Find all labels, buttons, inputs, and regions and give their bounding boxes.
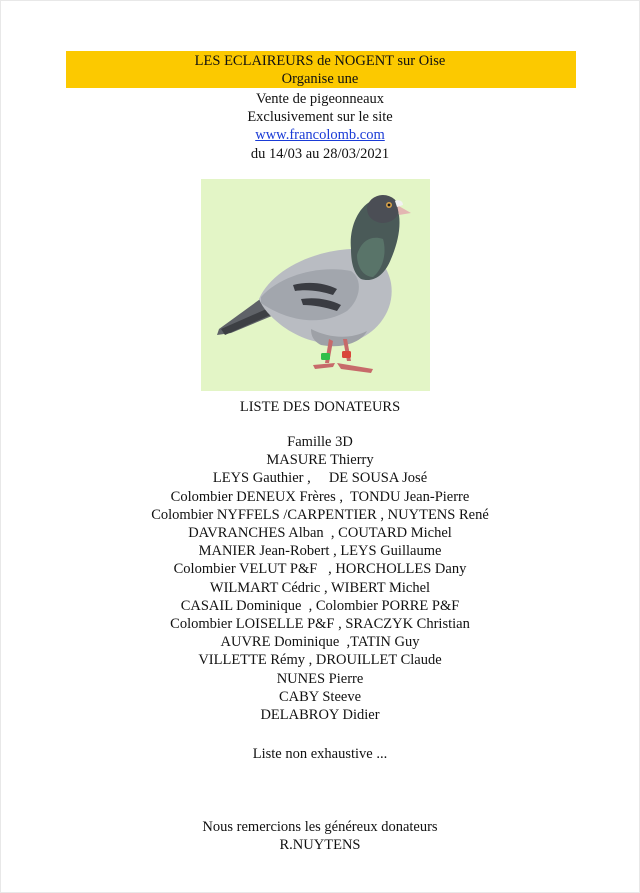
donor-line: CABY Steeve: [278, 688, 362, 705]
pigeon-image: [201, 179, 430, 391]
donor-line: Colombier NYFFELS /CARPENTIER , NUYTENS René: [151, 506, 489, 523]
donor-line: AUVRE Dominique ,TATIN Guy: [220, 634, 420, 651]
donor-line: Colombier LOISELLE P&F , SRACZYK Christian: [170, 616, 470, 633]
donor-line: CASAIL Dominique , Colombier PORRE P&F: [180, 597, 460, 614]
dates-line: du 14/03 au 28/03/2021: [250, 146, 390, 162]
donor-line: Colombier DENEUX Frères , TONDU Jean-Pierre: [170, 488, 470, 505]
donor-line: MANIER Jean-Robert , LEYS Guillaume: [198, 543, 442, 560]
donor-line: DAVRANCHES Alban , COUTARD Michel: [188, 525, 452, 542]
donor-line: NUNES Pierre: [276, 670, 364, 687]
list-note: Liste non exhaustive ...: [252, 746, 388, 762]
thanks-line: Nous remercions les généreux donateurs: [202, 819, 438, 835]
donors-title: LISTE DES DONATEURS: [239, 399, 401, 415]
donor-list: [0, 433, 640, 724]
sale-line: Vente de pigeonneaux: [255, 91, 385, 107]
organise-line: Organise une: [281, 71, 359, 87]
donor-line: DELABROY Didier: [260, 707, 380, 724]
pigeon-illustration: [201, 179, 430, 391]
donor-line: MASURE Thierry: [266, 452, 374, 469]
donor-line: Famille 3D: [287, 434, 353, 450]
club-name: LES ECLAIREURS de NOGENT sur Oise: [194, 53, 446, 69]
exclusive-line: Exclusivement sur le site: [247, 109, 393, 125]
website-link[interactable]: www.francolomb.com: [255, 127, 385, 143]
donor-line: VILLETTE Rémy , DROUILLET Claude: [198, 652, 442, 669]
website-line: [0, 126, 640, 144]
donor-line: LEYS Gauthier , DE SOUSA José: [212, 470, 428, 487]
signature: R.NUYTENS: [279, 837, 361, 853]
donor-line: Colombier VELUT P&F , HORCHOLLES Dany: [173, 561, 467, 578]
donor-line: WILMART Cédric , WIBERT Michel: [209, 579, 431, 596]
